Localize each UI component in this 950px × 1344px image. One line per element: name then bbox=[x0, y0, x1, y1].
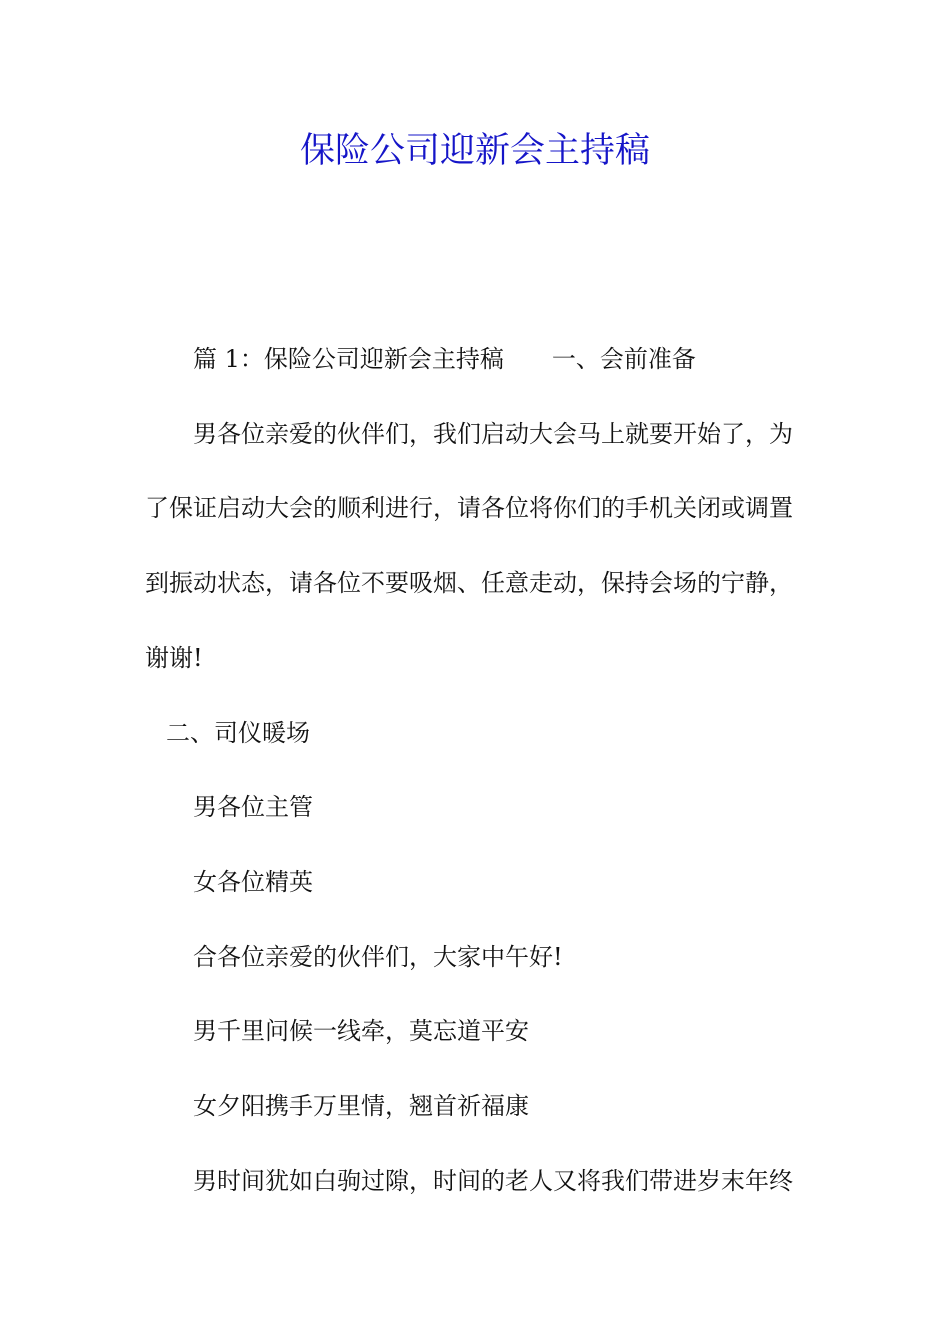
dialogue-line: 男各位主管 bbox=[193, 793, 313, 821]
section-label: 一、会前准备 bbox=[551, 345, 696, 373]
dialogue-line: 女夕阳携手万里情，翘首祈福康 bbox=[193, 1092, 529, 1120]
paragraph-line: 到振动状态，请各位不要吸烟、任意走动，保持会场的宁静， bbox=[145, 569, 793, 597]
paragraph-line: 男各位亲爱的伙伴们，我们启动大会马上就要开始了，为 bbox=[193, 420, 793, 448]
dialogue-line: 男千里问候一线牵，莫忘道平安 bbox=[193, 1017, 529, 1045]
section-heading-line bbox=[193, 342, 810, 376]
dialogue-line: 合各位亲爱的伙伴们，大家中午好! bbox=[193, 943, 563, 971]
document-title: 保险公司迎新会主持稿 bbox=[299, 131, 650, 171]
dialogue-line: 女各位精英 bbox=[193, 868, 313, 896]
chapter-label: 篇 1：保险公司迎新会主持稿 bbox=[193, 345, 504, 373]
section-heading: 二、司仪暖场 bbox=[166, 719, 310, 747]
paragraph-line: 了保证启动大会的顺利进行，请各位将你们的手机关闭或调置 bbox=[145, 494, 793, 522]
paragraph-line: 谢谢! bbox=[145, 644, 203, 672]
dialogue-line: 男时间犹如白驹过隙，时间的老人又将我们带进岁末年终 bbox=[193, 1167, 793, 1195]
